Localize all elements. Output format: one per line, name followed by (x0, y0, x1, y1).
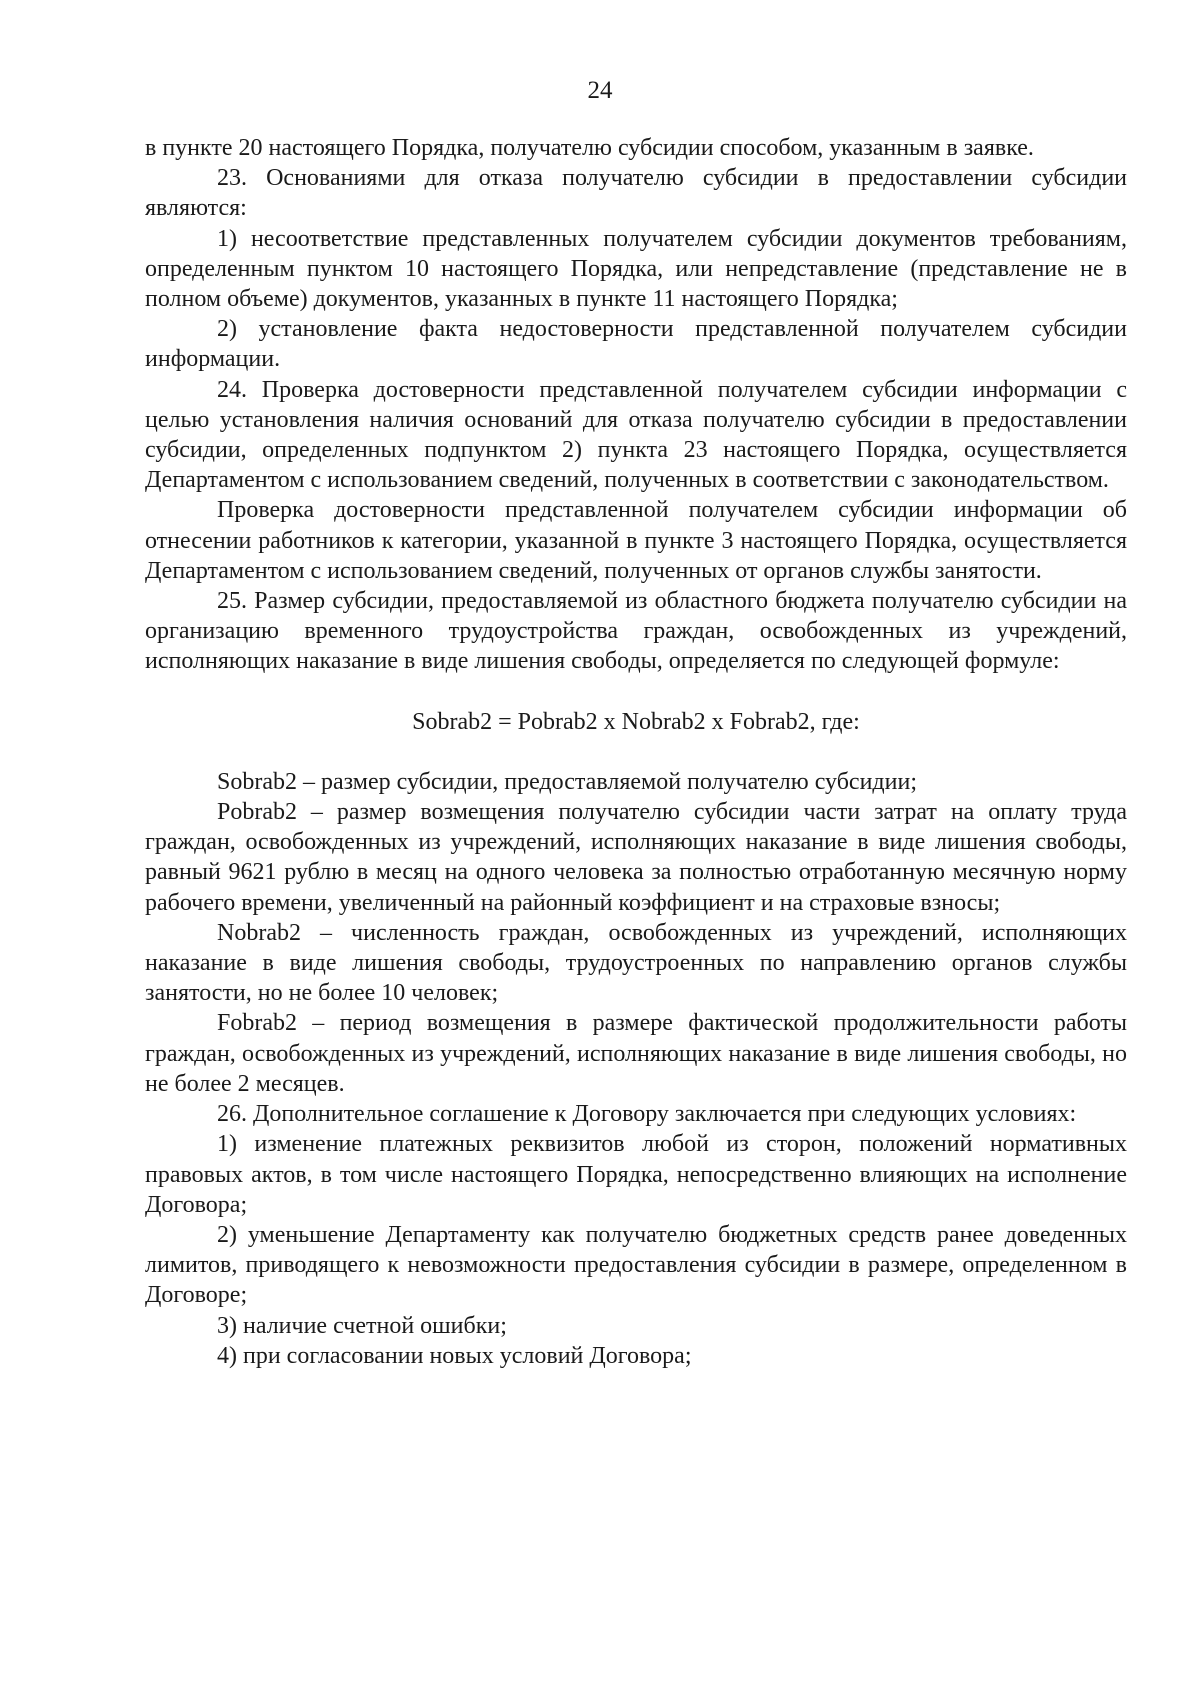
definition-pobrab2: Pobrab2 – размер возмещения получателю субсидии части затрат на оплату труда граждан, освобожденных из учреждений, исполняющих наказание в виде лишения свободы, равный 9621 рублю в месяц на одного человека за полностью отработанную месячную норму рабочего времени, увеличенный на районный коэффициент и на страховые взносы; (145, 799, 1127, 916)
paragraph-subitem-26-2: 2) уменьшение Департаменту как получателю бюджетных средств ранее доведенных лимитов, приводящего к невозможности предоставления субсидии в размере, определенном в Договоре; (145, 1221, 1127, 1309)
paragraph-item-25: 25. Размер субсидии, предоставляемой из областного бюджета получателю субсидии на организацию временного трудоустройства граждан, освобожденных из учреждений, исполняющих наказание в виде лишения свободы, определяется по следующей формуле: (145, 588, 1127, 675)
document-body (145, 133, 1127, 1371)
definition-sobrab2: Sobrab2 – размер субсидии, предоставляемой получателю субсидии; (217, 768, 917, 795)
paragraph-subitem-26-4: 4) при согласовании новых условий Договора; (217, 1342, 692, 1369)
paragraph-subitem-26-1: 1) изменение платежных реквизитов любой из сторон, положений нормативных правовых актов, в том числе настоящего Порядка, непосредственно влияющих на исполнение Договора; (145, 1131, 1127, 1218)
paragraph-item-23: 23. Основаниями для отказа получателю субсидии в предоставлении субсидии являются: (145, 165, 1127, 222)
paragraph-subitem-23-2: 2) установление факта недостоверности представленной получателем субсидии информации. (145, 316, 1127, 373)
paragraph-continuation: в пункте 20 настоящего Порядка, получателю субсидии способом, указанным в заявке. (145, 135, 1034, 161)
paragraph-item-24: 24. Проверка достоверности представленной получателем субсидии информации с целью установления наличия оснований для отказа получателю субсидии в предоставлении субсидии, определенных подпунктом 2) пункта 23 настоящего Порядка, осуществляется Департаментом с использованием сведений, полученных в соответствии с законодательством. (145, 376, 1127, 494)
paragraph-item-26: 26. Дополнительное соглашение к Договору заключается при следующих условиях: (217, 1101, 1077, 1128)
definition-fobrab2: Fobrab2 – период возмещения в размере фактической продолжительности работы граждан, освобожденных из учреждений, исполняющих наказание в виде лишения свободы, но не более 2 месяцев. (145, 1010, 1127, 1097)
paragraph-subitem-26-3: 3) наличие счетной ошибки; (217, 1312, 507, 1339)
paragraph-item-24-continued: Проверка достоверности представленной получателем субсидии информации об отнесении работников к категории, указанной в пункте 3 настоящего Порядка, осуществляется Департаментом с использованием сведений, полученных от органов службы занятости. (145, 497, 1127, 584)
formula: Sobrab2 = Pobrab2 x Nobrab2 x Fobrab2, где: (412, 708, 860, 735)
paragraph-subitem-23-1: 1) несоответствие представленных получателем субсидии документов требованиям, определенным пунктом 10 настоящего Порядка, или непредставление (представление не в полном объеме) документов, указанных в пункте 11 настоящего Порядка; (145, 225, 1127, 313)
definition-nobrab2: Nobrab2 – численность граждан, освобожденных из учреждений, исполняющих наказание в виде лишения свободы, трудоустроенных по направлению органов службы занятости, но не более 10 человек; (145, 919, 1127, 1007)
page-number: 24 (587, 77, 613, 104)
